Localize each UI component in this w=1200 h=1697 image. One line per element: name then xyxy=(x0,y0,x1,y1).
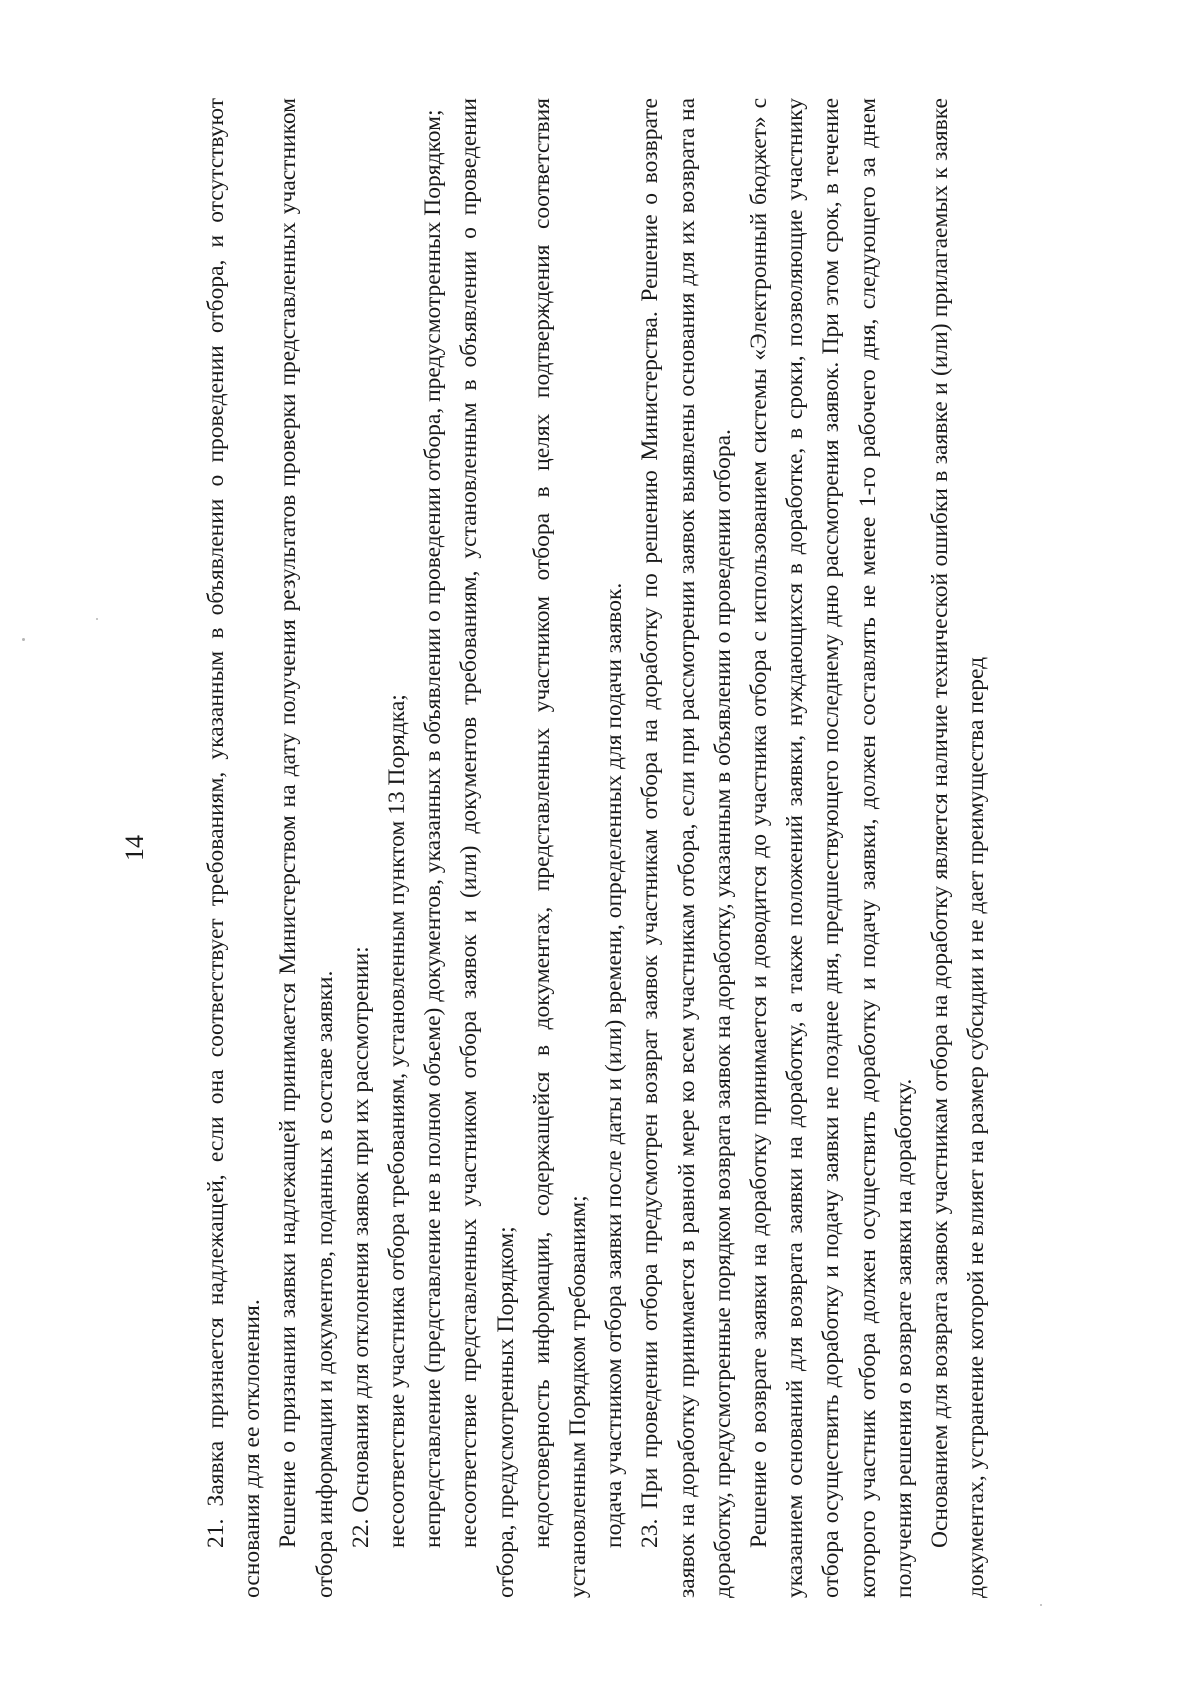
list-item-nonsubmission: непредставление (представление не в полном объеме) документов, указанных в объявлении о проведении отбора, предусмотренных Порядком; xyxy=(420,109,447,1548)
paragraph-23: 23. При проведении отбора предусмотрен возврат заявок участникам отбора на доработку по решению Министерства. Решение о возврате заявок на доработку принимается в равной мере ко всем участникам отбора, если при рассмотрении заявок выявлены основания для их возврата на доработку, предусмотренные порядком возврата заявок на доработку, указанным в объявлении о проведении отбора. xyxy=(637,98,736,1598)
paragraph-21: 21. Заявка признается надлежащей, если она соответствует требованиям, указанным в объявлении о проведении отбора, и отсутствуют основания для ее отклонения. xyxy=(203,98,266,1598)
rotated-text-frame xyxy=(120,98,1080,1598)
scan-speck xyxy=(96,618,98,620)
document-body xyxy=(198,98,994,1598)
list-item-late-submission: подача участником отбора заявки после даты и (или) времени, определенных для подачи заявок. xyxy=(601,582,628,1548)
paragraph-22: 22. Основания для отклонения заявок при их рассмотрении: xyxy=(347,946,374,1548)
paragraph-decision-proper: Решение о признании заявки надлежащей принимается Министерством на дату получения результатов проверки представленных участником отбора информации и документов, поданных в составе заявки. xyxy=(275,98,338,1598)
paragraph-return-decision: Решение о возврате заявки на доработку принимается и доводится до участника отбора с использованием системы «Электронный бюджет» с указанием оснований для возврата заявки на доработку, а также положений заявки, нуждающихся в доработке, в сроки, позволяющие участнику отбора осуществить доработку и подачу заявки не позднее дня, предшествующего последнему дню рассмотрения заявок. При этом срок, в течение которого участник отбора должен осуществить доработку и подачу заявки, должен составлять не менее 1-го рабочего дня, следующего за днем получения решения о возврате заявки на доработку. xyxy=(746,98,917,1598)
page-number: 14 xyxy=(120,835,149,861)
list-item-noncompliance-participant: несоответствие участника отбора требованиям, установленным пунктом 13 Порядка; xyxy=(384,694,411,1548)
paragraph-return-grounds: Основанием для возврата заявок участникам отбора на доработку является наличие технической ошибки в заявке и (или) прилагаемых к заявке документах, устранение которой не влияет на размер субсидии и не дает преимущества перед xyxy=(927,98,990,1598)
list-item-noncompliance-documents: несоответствие представленных участником отбора заявок и (или) документов требованиям, установленным в объявлении о проведении отбора, предусмотренных Порядком; xyxy=(456,98,519,1598)
scan-speck xyxy=(1040,1604,1042,1606)
list-item-unreliable-info: недостоверность информации, содержащейся в документах, представленных участником отбора в целях подтверждения соответствия установленным Порядком требованиям; xyxy=(528,98,592,1598)
scan-speck xyxy=(22,638,25,641)
